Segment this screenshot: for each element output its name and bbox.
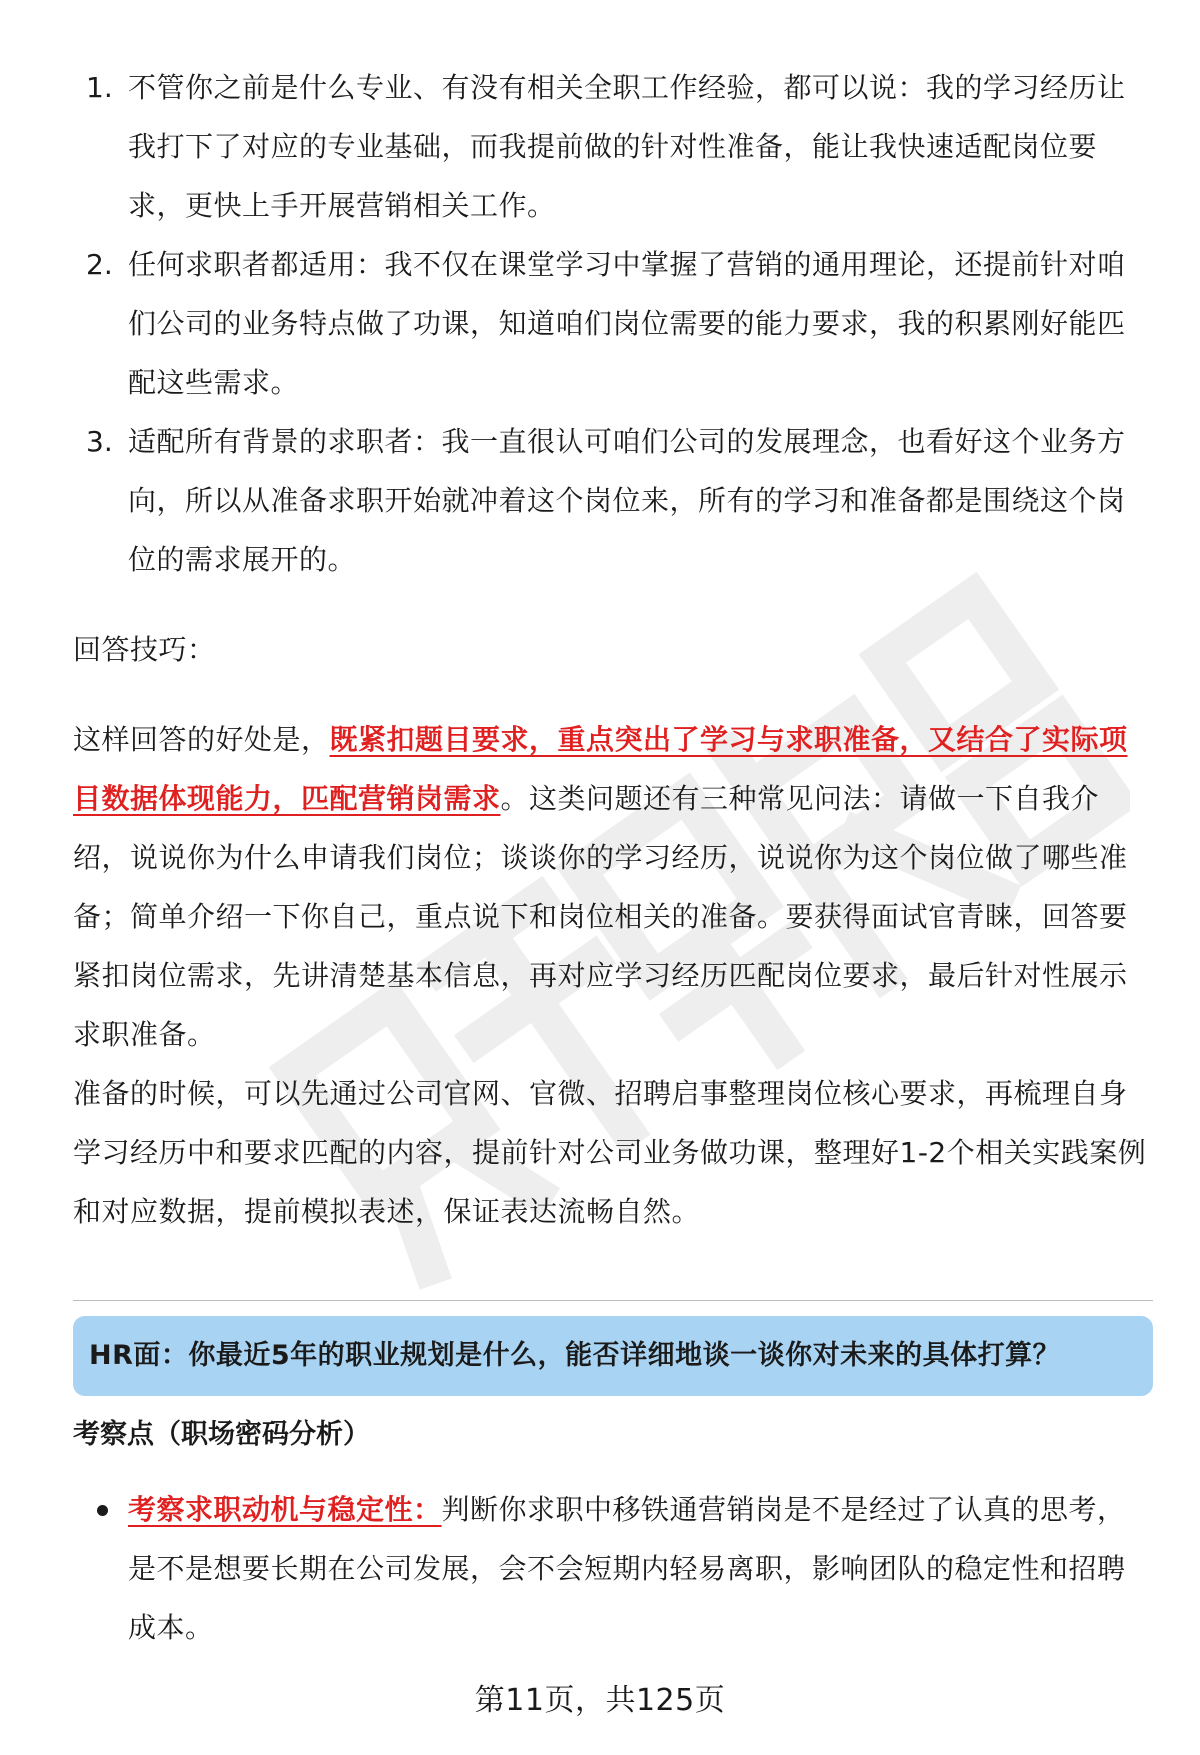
question-text: HR面：你最近5年的职业规划是什么，能否详细地谈一谈你对未来的具体打算？	[89, 1340, 1061, 1371]
list-item-number: 2.	[86, 248, 113, 281]
page-number: 第11页，共125页	[474, 1683, 726, 1718]
tips-label: 回答技巧：	[73, 633, 216, 666]
analysis-heading: 考察点（职场密码分析）	[73, 1419, 370, 1450]
list-item	[0, 412, 1200, 589]
bullet-highlight: 考察求职动机与稳定性：	[128, 1493, 442, 1526]
list-item	[0, 235, 1200, 412]
bullet-item	[0, 1480, 1200, 1657]
question-box	[73, 1316, 1153, 1396]
tips-paragraph	[73, 710, 1148, 1064]
list-item	[0, 58, 1200, 235]
bullet-body: 判断你求职中移铁通营销岗是不是经过了认真的思考，是不是想要长期在公司发展，会不会短期内轻易离职，影响团队的稳定性和招聘成本。	[128, 1493, 1126, 1644]
section-divider	[73, 1300, 1153, 1301]
numbered-list	[0, 58, 1200, 589]
prep-paragraph: 准备的时候，可以先通过公司官网、官微、招聘启事整理岗位核心要求，再梳理自身学习经历中和要求匹配的内容，提前针对公司业务做功课，整理好1-2个相关实践案例和对应数据，提前模拟表述，保证表达流畅自然。	[73, 1077, 1147, 1228]
list-item-number: 3.	[86, 425, 113, 458]
list-item-text: 适配所有背景的求职者：我一直很认可咱们公司的发展理念，也看好这个业务方向，所以从准备求职开始就冲着这个岗位来，所有的学习和准备都是围绕这个岗位的需求展开的。	[128, 425, 1126, 576]
list-item-number: 1.	[86, 71, 113, 104]
list-item-text: 任何求职者都适用：我不仅在课堂学习中掌握了营销的通用理论，还提前针对咱们公司的业务特点做了功课，知道咱们岗位需要的能力要求，我的积累刚好能匹配这些需求。	[128, 248, 1126, 399]
bullet-text	[128, 1480, 1128, 1657]
list-item-text: 不管你之前是什么专业、有没有相关全职工作经验，都可以说：我的学习经历让我打下了对应的专业基础，而我提前做的针对性准备，能让我快速适配岗位要求，更快上手开展营销相关工作。	[128, 71, 1126, 222]
tips-highlight: 既紧扣题目要求，重点突出了学习与求职准备，又结合了实际项目数据体现能力，匹配营销岗需求	[73, 723, 1128, 815]
bullet-dot-icon	[97, 1505, 108, 1516]
tips-prefix: 这样回答的好处是，	[73, 723, 330, 756]
tips-suffix: 。这类问题还有三种常见问法：请做一下自我介绍，说说你为什么申请我们岗位；谈谈你的学习经历，说说你为这个岗位做了哪些准备；简单介绍一下你自己，重点说下和岗位相关的准备。要获得面试官青睐，回答要紧扣岗位需求，先讲清楚基本信息，再对应学习经历匹配岗位要求，最后针对性展示求职准备。	[73, 782, 1128, 1051]
